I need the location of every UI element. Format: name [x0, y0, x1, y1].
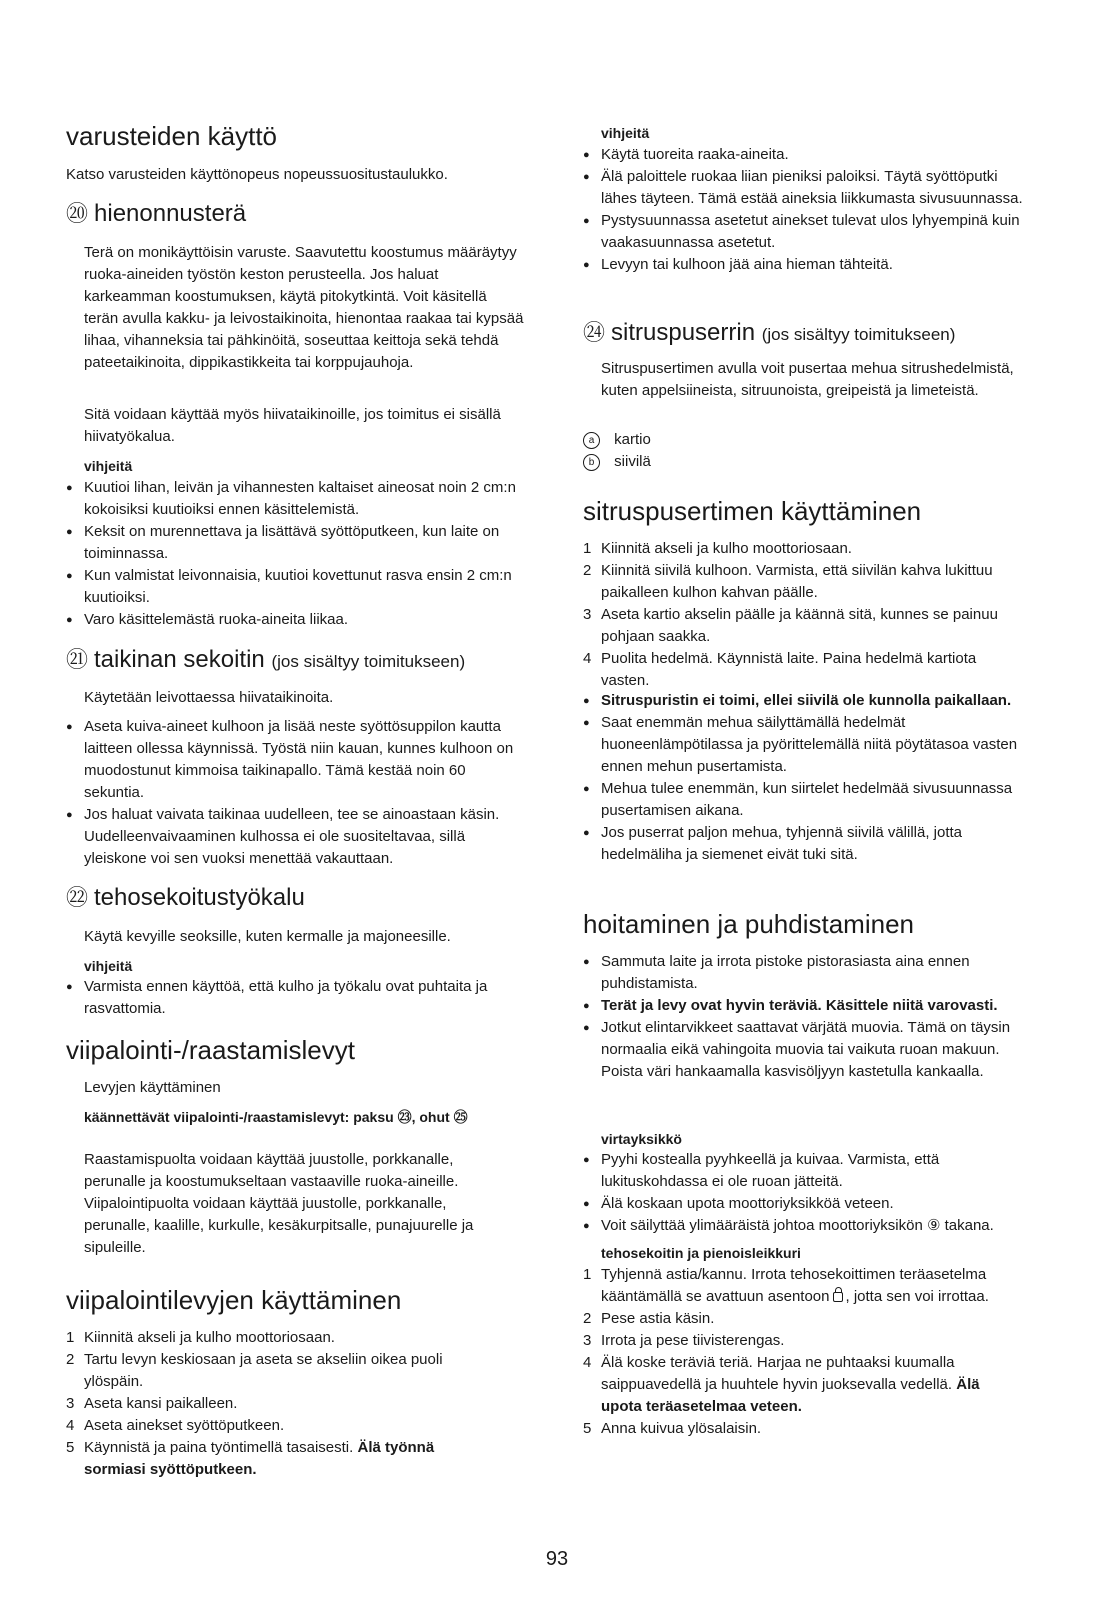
list-item: 3 Aseta kartio akselin päälle ja käännä sitä, kunnes se painuu pohjaan saakka. — [583, 606, 998, 645]
citrus-part-a — [583, 429, 651, 451]
blender-label: tehosekoitin ja pienoisleikkuri — [601, 1245, 801, 1261]
discs-bold-intro: käännettävät viipalointi-/raastamislevyt: paksu ㉓, ohut ㉕ — [84, 1109, 468, 1125]
part-letter: a — [583, 432, 600, 449]
section-title-accessories: varusteiden käyttö — [66, 121, 278, 151]
dough-list — [66, 716, 526, 870]
discs-bold-text: ohut — [419, 1109, 450, 1125]
list-item: ● Pyyhi kostealla pyyhkeellä ja kuivaa. Varmista, että lukituskohdassa ei ole ruoan jätteitä. — [583, 1149, 1043, 1193]
list-item: 2 Tartu levyn keskiosaan ja aseta se akseliin oikea puoli ylöspäin. — [66, 1351, 443, 1390]
tips-label: vihjeitä — [84, 958, 133, 974]
list-item: ● Sammuta laite ja irrota pistoke pistorasiasta aina ennen puhdistamista. — [583, 951, 1023, 995]
list-item: 4 Aseta ainekset syöttöputkeen. — [66, 1417, 285, 1434]
item-number: ㉒ — [66, 885, 89, 910]
tips-label: vihjeitä — [601, 125, 650, 141]
item-number: ㉕ — [453, 1109, 468, 1125]
accessories-intro: Katso varusteiden käyttönopeus nopeussuositustaulukko. — [66, 166, 448, 183]
list-item: ● Varmista ennen käyttöä, että kulho ja työkalu ovat puhtaita ja rasvattomia. — [66, 976, 526, 1020]
part-label: kartio — [614, 431, 651, 448]
heading-text: taikinan sekoitin — [94, 646, 265, 673]
heading-text: sitruspuserrin — [611, 319, 756, 346]
whisk-intro: Käytä kevyille seoksille, kuten kermalle ja majoneesille. — [84, 928, 451, 945]
list-item: ● Jos puserrat paljon mehua, tyhjennä siivilä välillä, jotta hedelmäliha ja siemenet eivät tuki sitä. — [583, 822, 1023, 866]
discs-tips-list — [583, 144, 1033, 276]
list-item: 4 Puolita hedelmä. Käynnistä laite. Paina hedelmä kartiota vasten. — [583, 650, 977, 689]
item-number: ⑨ — [926, 1217, 941, 1234]
using-discs-steps — [66, 1327, 496, 1481]
list-item: 1 Tyhjennä astia/kannu. Irrota tehosekoittimen teräasetelma kääntämällä se avattuun asentoon , jotta sen voi irrottaa. — [583, 1266, 989, 1305]
motor-unit-list — [583, 1149, 1043, 1237]
tips-label: vihjeitä — [84, 458, 133, 474]
section-title-discs: viipalointi-/raastamislevyt — [66, 1035, 355, 1065]
list-item: ● Jos haluat vaivata taikinaa uudelleen, tee se ainoastaan käsin. Uudelleenvaivaaminen kulhossa ei ole suositeltavaa, sillä yleiskone voi sen vuoksi menettää vakauttaan. — [66, 804, 526, 870]
list-item-warning: ● Terät ja levy ovat hyvin teräviä. Käsittele niitä varovasti. — [583, 995, 1023, 1017]
list-item: 1 Kiinnitä akseli ja kulho moottoriosaan. — [66, 1329, 335, 1346]
item-number: ㉓ — [397, 1109, 412, 1125]
list-item: ● Mehua tulee enemmän, kun siirtelet hedelmää sivusuunnassa pusertamisen aikana. — [583, 778, 1023, 822]
part-label: siivilä — [614, 453, 651, 470]
list-item: ● Voit säilyttää ylimääräistä johtoa moottoriyksikön ⑨ takana. — [583, 1215, 1043, 1237]
item-number: ㉔ — [583, 320, 606, 345]
page-number: 93 — [545, 1548, 569, 1570]
blade-paragraph-2: Sitä voidaan käyttää myös hiivataikinoille, jos toimitus ei sisällä hiivatyökalua. — [84, 406, 501, 445]
list-item: ● Jotkut elintarvikkeet saattavat värjätä muovia. Tämä on täysin normaalia eikä vahingoita muovia tai vaikuta ruoan makuun. Poista väri hankaamalla kasvisöljyyn kastetulla kankaalla. — [583, 1017, 1023, 1083]
heading-note: (jos sisältyy toimitukseen) — [271, 652, 466, 671]
list-item: 2 Pese astia käsin. — [583, 1310, 715, 1327]
list-item: ● Levyyn tai kulhoon jää aina hieman tähteitä. — [583, 254, 1033, 276]
blade-paragraph-1: Terä on monikäyttöisin varuste. Saavutettu koostumus määräytyy ruoka-aineiden työstön keston perusteella. Jos haluat karkeamman koostumuksen, käytä pitokytkintä. Voit käsitellä terän avulla kakku- ja leivostaikinoita, hienontaa raakaa tai kypsää lihaa, vihanneksia tai pähkinöitä, soseuttaa keittoja sekä tehdä pateetaikinoita, dippikastikkeita tai korppujauhoja. — [84, 244, 524, 371]
item-number: ㉑ — [66, 647, 89, 672]
list-item: ● Kuutioi lihan, leivän ja vihannesten kaltaiset aineosat noin 2 cm:n kokoisiksi kuutioiksi ennen käsittelemistä. — [66, 477, 526, 521]
heading-dough-tool — [66, 645, 465, 677]
heading-whisk — [66, 883, 305, 913]
section-title-using-discs: viipalointilevyjen käyttäminen — [66, 1285, 402, 1315]
section-title-citrus-use: sitruspusertimen käyttäminen — [583, 496, 922, 526]
list-item: ● Keksit on murennettava ja lisättävä syöttöputkeen, kun laite on toiminnassa. — [66, 521, 526, 565]
part-letter: b — [583, 454, 600, 471]
care-bullets — [583, 951, 1023, 1083]
list-item: ● Saat enemmän mehua säilyttämällä hedelmät huoneenlämpötilassa ja pyörittelemällä niitä pöytätasoa vasten ennen mehun pusertamista. — [583, 712, 1023, 778]
heading-text: tehosekoitustyökalu — [94, 884, 305, 911]
heading-text: hienonnusterä — [94, 200, 247, 227]
list-item: ● Älä koskaan upota moottoriyksikköä veteen. — [583, 1193, 1043, 1215]
citrus-steps — [583, 538, 1023, 692]
list-item: ● Älä paloittele ruokaa liian pieniksi paloiksi. Täytä syöttöputki lähes täyteen. Tämä estää aineksia liikkumasta sivusuunnassa. — [583, 166, 1033, 210]
list-item-warning: ● Sitruspuristin ei toimi, ellei siivilä ole kunnolla paikallaan. — [583, 690, 1023, 712]
list-item: 3 Irrota ja pese tiivisterengas. — [583, 1332, 785, 1349]
list-item: 5 Anna kuivua ylösalaisin. — [583, 1420, 762, 1437]
list-item: ● Varo käsittelemästä ruoka-aineita liikaa. — [66, 609, 526, 631]
citrus-part-b — [583, 451, 651, 473]
discs-subheading: Levyjen käyttäminen — [84, 1079, 221, 1096]
discs-bold-text: käännettävät viipalointi-/raastamislevyt: paksu — [84, 1109, 394, 1125]
section-title-care: hoitaminen ja puhdistaminen — [583, 909, 914, 939]
citrus-intro: Sitruspusertimen avulla voit pusertaa mehua sitrushedelmistä, kuten appelsiineista, sitruunoista, greipeistä ja limeteistä. — [601, 360, 1014, 399]
list-item: ● Kun valmistat leivonnaisia, kuutioi kovettunut rasva ensin 2 cm:n kuutioiksi. — [66, 565, 526, 609]
unlock-icon — [833, 1292, 843, 1302]
list-item: ● Pystysuunnassa asetetut ainekset tulevat ulos lyhyempinä kuin vaakasuunnassa asetetut. — [583, 210, 1033, 254]
blender-steps — [583, 1264, 1023, 1440]
blade-tips-list — [66, 477, 526, 631]
list-item: 2 Kiinnitä siivilä kulhoon. Varmista, että siivilän kahva lukittuu paikalleen kulhon kahvan päälle. — [583, 562, 993, 601]
heading-citrus-press — [583, 318, 955, 350]
heading-chopping-blade — [66, 199, 246, 229]
discs-paragraph: Raastamispuolta voidaan käyttää juustolle, porkkanalle, perunalle ja koostumukseltaan vastaaville ruoka-aineille. Viipalointipuolta voidaan käyttää juustolle, porkkanalle, perunalle, kaalille, kurkulle, kesäkurpitsalle, punajuurelle ja sipuleille. — [84, 1151, 474, 1256]
list-item: 5 Käynnistä ja paina työntimellä tasaisesti. Älä työnnä sormiasi syöttöputkeen. — [66, 1439, 435, 1478]
list-item: ● Aseta kuiva-aineet kulhoon ja lisää neste syöttösuppilon kautta laitteen ollessa käynnissä. Työstä niin kauan, kunnes kulhoon on muodostunut kimmoisa taikinapallo. Tämä kestää noin 60 sekuntia. — [66, 716, 526, 804]
dough-intro: Käytetään leivottaessa hiivataikinoita. — [84, 689, 334, 706]
heading-note: (jos sisältyy toimitukseen) — [761, 325, 956, 344]
list-item: 3 Aseta kansi paikalleen. — [66, 1395, 238, 1412]
list-item: ● Käytä tuoreita raaka-aineita. — [583, 144, 1033, 166]
list-item: 4 Älä koske teräviä teriä. Harjaa ne puhtaaksi kuumalla saippuavedellä ja huuhtele hyvin juoksevalla vedellä. Älä upota teräasetelmaa veteen. — [583, 1354, 980, 1415]
motor-unit-label: virtayksikkö — [601, 1131, 682, 1147]
whisk-tips-list — [66, 976, 526, 1020]
item-number: ⑳ — [66, 201, 89, 226]
list-item: 1 Kiinnitä akseli ja kulho moottoriosaan. — [583, 540, 852, 557]
citrus-bullets — [583, 690, 1023, 866]
